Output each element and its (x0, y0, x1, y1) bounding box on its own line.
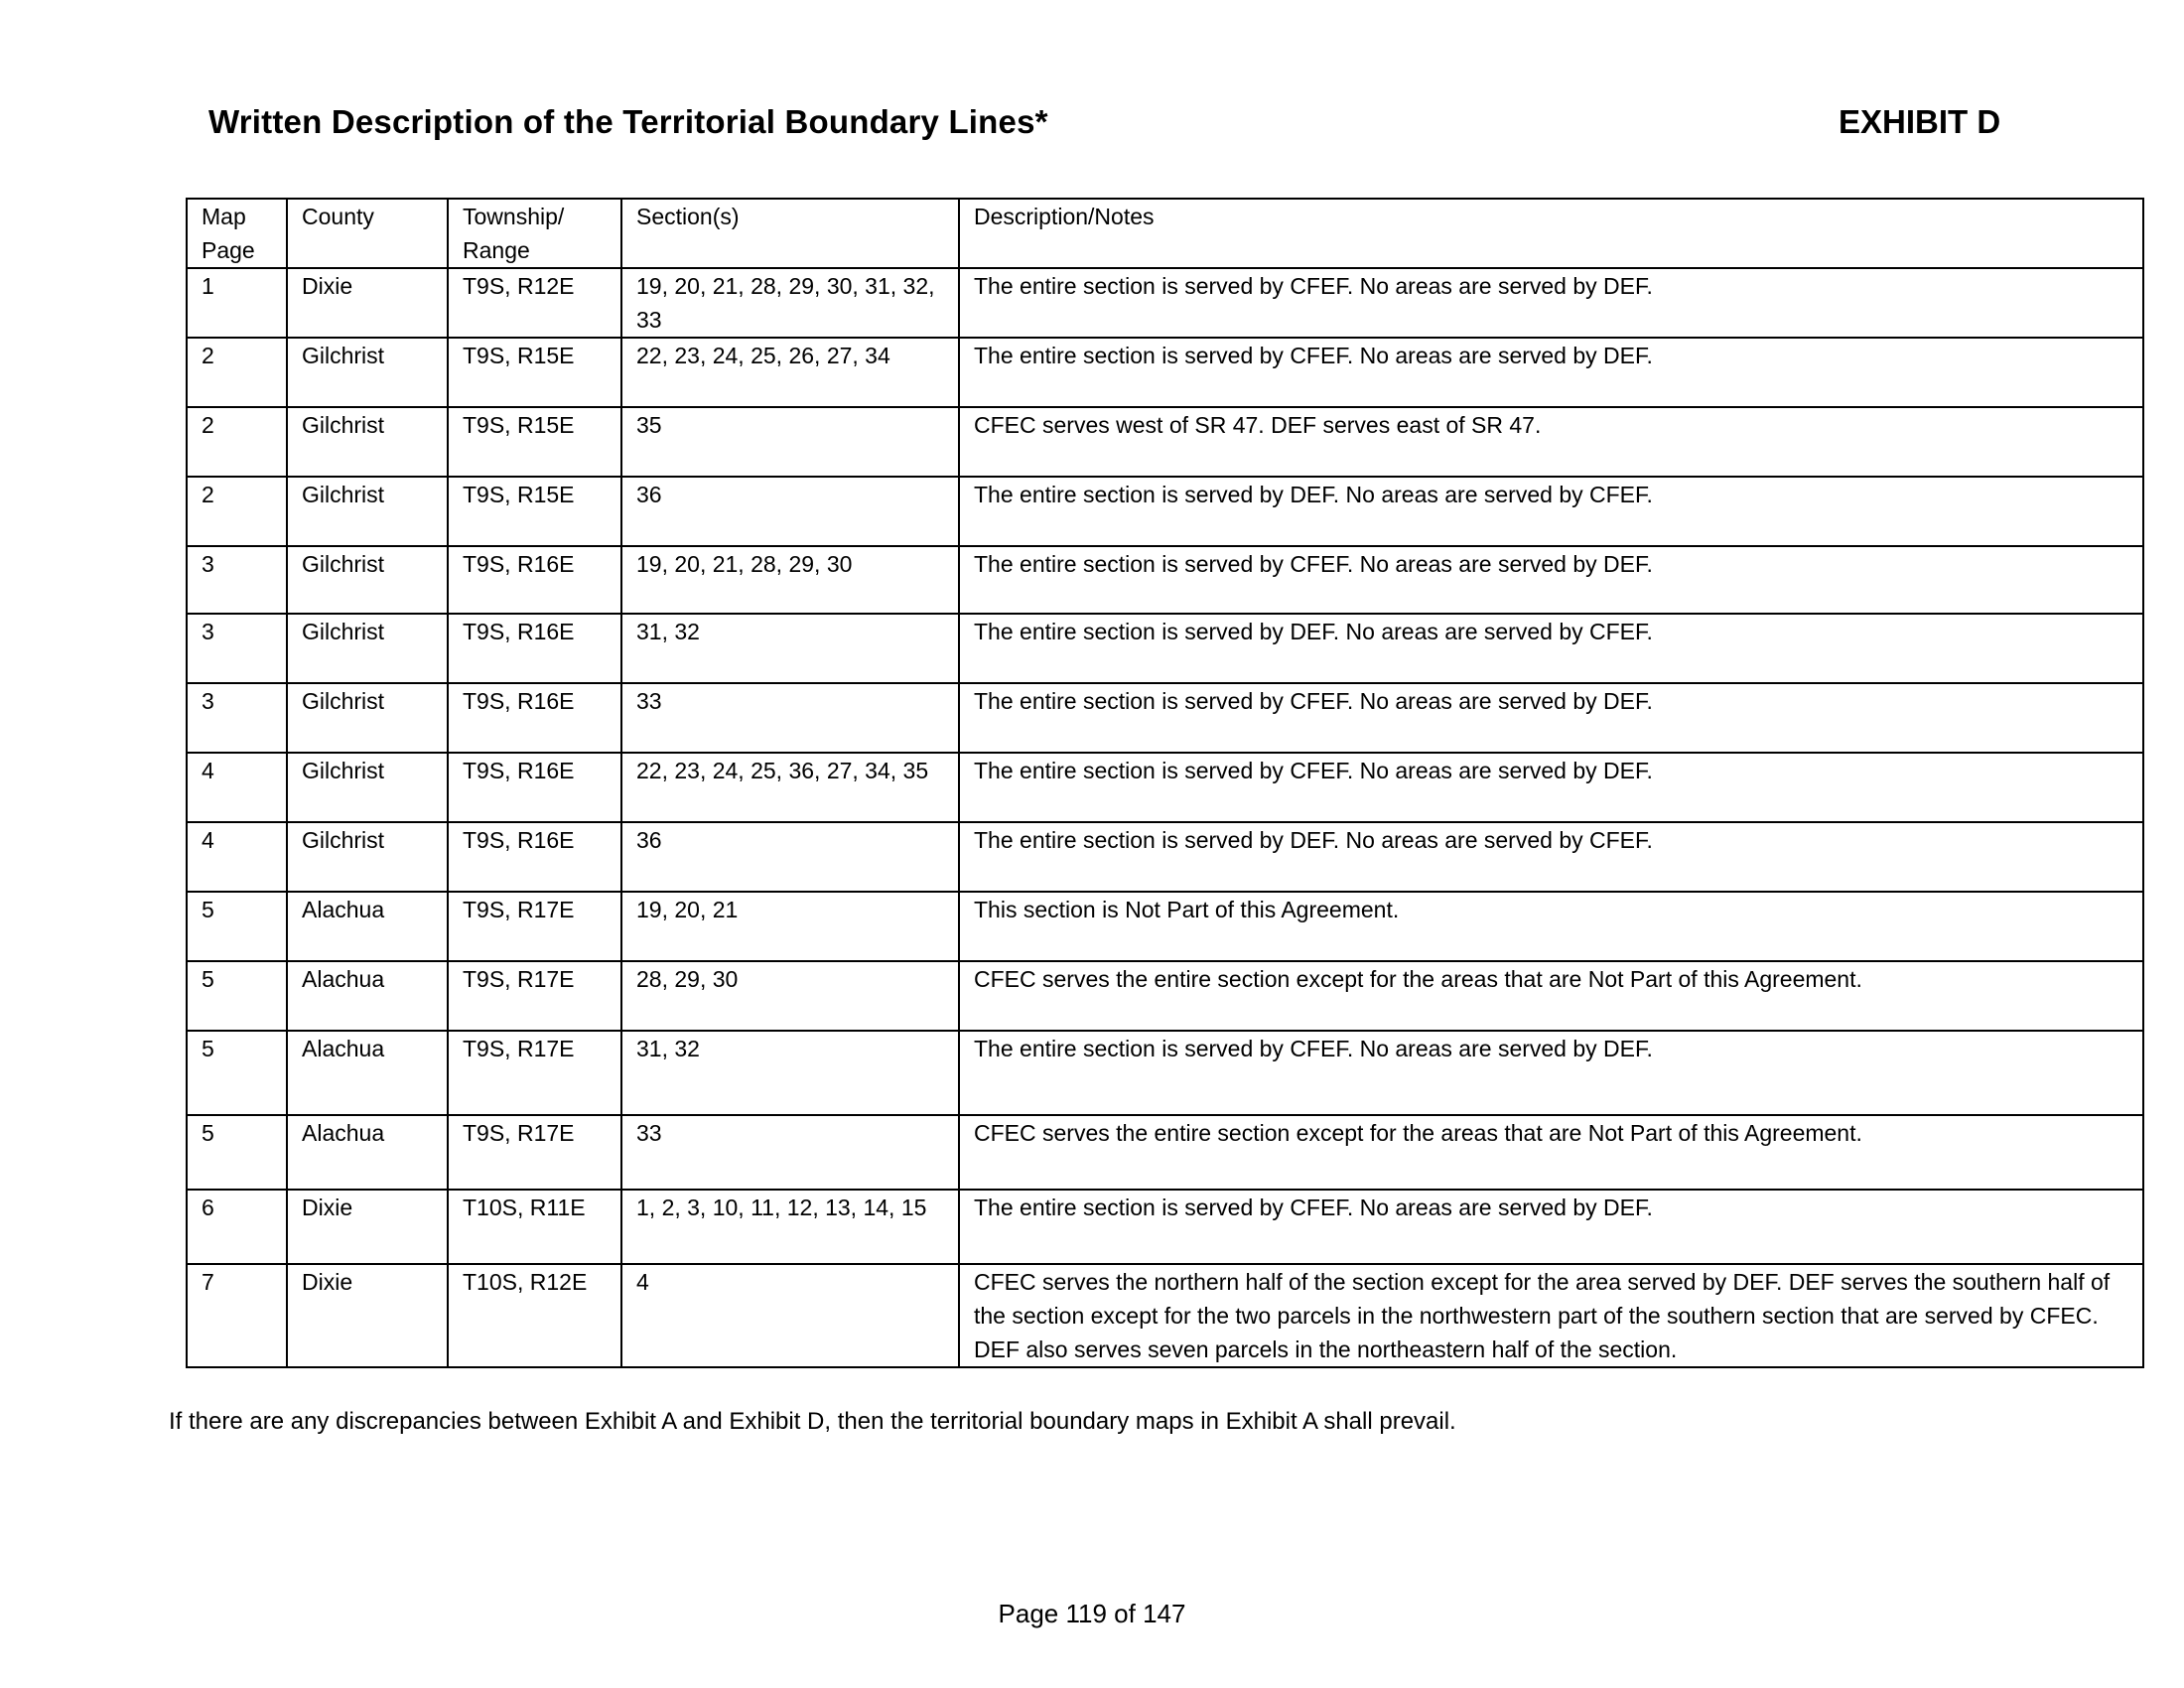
county-cell: Gilchrist (287, 822, 448, 892)
description-cell: This section is Not Part of this Agreement. (959, 892, 2143, 961)
description-cell: The entire section is served by DEF. No areas are served by CFEF. (959, 477, 2143, 546)
description-cell: The entire section is served by CFEF. No areas are served by DEF. (959, 546, 2143, 614)
table-row (187, 614, 2143, 683)
table-header-row (187, 199, 2143, 268)
sections-cell: 22, 23, 24, 25, 26, 27, 34 (621, 338, 959, 407)
township-range-cell: T9S, R17E (448, 1031, 621, 1115)
page-number: Page 119 of 147 (998, 1599, 1186, 1628)
map-page-cell: 4 (187, 822, 287, 892)
township-range-cell: T10S, R12E (448, 1264, 621, 1367)
sections-cell: 4 (621, 1264, 959, 1367)
county-cell: Gilchrist (287, 546, 448, 614)
description-cell: The entire section is served by DEF. No areas are served by CFEF. (959, 614, 2143, 683)
sections-cell: 1, 2, 3, 10, 11, 12, 13, 14, 15 (621, 1190, 959, 1264)
header-description: Description/Notes (959, 199, 2143, 268)
table-row (187, 546, 2143, 614)
township-range-cell: T9S, R17E (448, 961, 621, 1031)
county-cell: Alachua (287, 1115, 448, 1190)
map-page-cell: 3 (187, 683, 287, 753)
description-cell: The entire section is served by CFEF. No areas are served by DEF. (959, 753, 2143, 822)
township-range-cell: T9S, R16E (448, 753, 621, 822)
sections-cell: 33 (621, 1115, 959, 1190)
table-row (187, 892, 2143, 961)
map-page-cell: 3 (187, 546, 287, 614)
township-range-cell: T9S, R17E (448, 1115, 621, 1190)
map-page-cell: 2 (187, 338, 287, 407)
township-range-cell: T9S, R16E (448, 614, 621, 683)
map-page-cell: 5 (187, 1115, 287, 1190)
description-cell: CFEC serves the entire section except for the areas that are Not Part of this Agreement. (959, 961, 2143, 1031)
description-cell: The entire section is served by CFEF. No areas are served by DEF. (959, 268, 2143, 338)
exhibit-label: EXHIBIT D (1839, 103, 2001, 140)
map-page-cell: 5 (187, 961, 287, 1031)
sections-cell: 19, 20, 21 (621, 892, 959, 961)
document-title: Written Description of the Territorial Boundary Lines* (208, 103, 1048, 140)
description-cell: The entire section is served by CFEF. No areas are served by DEF. (959, 1190, 2143, 1264)
township-range-cell: T9S, R12E (448, 268, 621, 338)
table-row (187, 753, 2143, 822)
township-range-cell: T9S, R17E (448, 892, 621, 961)
township-range-cell: T9S, R16E (448, 822, 621, 892)
sections-cell: 31, 32 (621, 1031, 959, 1115)
county-cell: Alachua (287, 961, 448, 1031)
description-cell: The entire section is served by CFEF. No areas are served by DEF. (959, 1031, 2143, 1115)
county-cell: Dixie (287, 268, 448, 338)
description-cell: CFEC serves the northern half of the section except for the area served by DEF. DEF serves the southern half of the section except for the two parcels in the northwestern part of the southern section that are served by CFEC. DEF also serves seven parcels in the northeastern half of the section. (959, 1264, 2143, 1367)
table-row (187, 822, 2143, 892)
header-sections: Section(s) (621, 199, 959, 268)
map-page-cell: 5 (187, 1031, 287, 1115)
county-cell: Gilchrist (287, 753, 448, 822)
description-cell: The entire section is served by CFEF. No areas are served by DEF. (959, 683, 2143, 753)
township-range-cell: T10S, R11E (448, 1190, 621, 1264)
table-row (187, 1115, 2143, 1190)
table-row (187, 1190, 2143, 1264)
sections-cell: 19, 20, 21, 28, 29, 30, 31, 32, 33 (621, 268, 959, 338)
description-cell: The entire section is served by DEF. No areas are served by CFEF. (959, 822, 2143, 892)
map-page-cell: 2 (187, 477, 287, 546)
township-range-cell: T9S, R15E (448, 407, 621, 477)
table-row (187, 1031, 2143, 1115)
county-cell: Gilchrist (287, 614, 448, 683)
sections-cell: 31, 32 (621, 614, 959, 683)
county-cell: Alachua (287, 1031, 448, 1115)
sections-cell: 28, 29, 30 (621, 961, 959, 1031)
county-cell: Dixie (287, 1190, 448, 1264)
sections-cell: 35 (621, 407, 959, 477)
table-row (187, 477, 2143, 546)
county-cell: Dixie (287, 1264, 448, 1367)
sections-cell: 22, 23, 24, 25, 36, 27, 34, 35 (621, 753, 959, 822)
boundary-table (186, 198, 2144, 1368)
map-page-cell: 7 (187, 1264, 287, 1367)
footnote: If there are any discrepancies between Exhibit A and Exhibit D, then the territorial boundary maps in Exhibit A shall prevail. (169, 1408, 1456, 1435)
sections-cell: 36 (621, 477, 959, 546)
sections-cell: 36 (621, 822, 959, 892)
description-cell: The entire section is served by CFEF. No areas are served by DEF. (959, 338, 2143, 407)
county-cell: Gilchrist (287, 477, 448, 546)
table-row (187, 338, 2143, 407)
sections-cell: 33 (621, 683, 959, 753)
county-cell: Alachua (287, 892, 448, 961)
township-range-cell: T9S, R15E (448, 338, 621, 407)
header-map-page: Map Page (187, 199, 287, 268)
map-page-cell: 4 (187, 753, 287, 822)
description-cell: CFEC serves the entire section except for the areas that are Not Part of this Agreement. (959, 1115, 2143, 1190)
map-page-cell: 5 (187, 892, 287, 961)
header-township-range: Township/ Range (448, 199, 621, 268)
header-county: County (287, 199, 448, 268)
description-cell: CFEC serves west of SR 47. DEF serves east of SR 47. (959, 407, 2143, 477)
table-row (187, 683, 2143, 753)
table-row (187, 407, 2143, 477)
map-page-cell: 6 (187, 1190, 287, 1264)
table-body (187, 268, 2143, 1367)
sections-cell: 19, 20, 21, 28, 29, 30 (621, 546, 959, 614)
map-page-cell: 2 (187, 407, 287, 477)
table-row (187, 961, 2143, 1031)
township-range-cell: T9S, R15E (448, 477, 621, 546)
table-row (187, 1264, 2143, 1367)
township-range-cell: T9S, R16E (448, 546, 621, 614)
map-page-cell: 1 (187, 268, 287, 338)
county-cell: Gilchrist (287, 407, 448, 477)
table-row (187, 268, 2143, 338)
county-cell: Gilchrist (287, 683, 448, 753)
township-range-cell: T9S, R16E (448, 683, 621, 753)
county-cell: Gilchrist (287, 338, 448, 407)
map-page-cell: 3 (187, 614, 287, 683)
